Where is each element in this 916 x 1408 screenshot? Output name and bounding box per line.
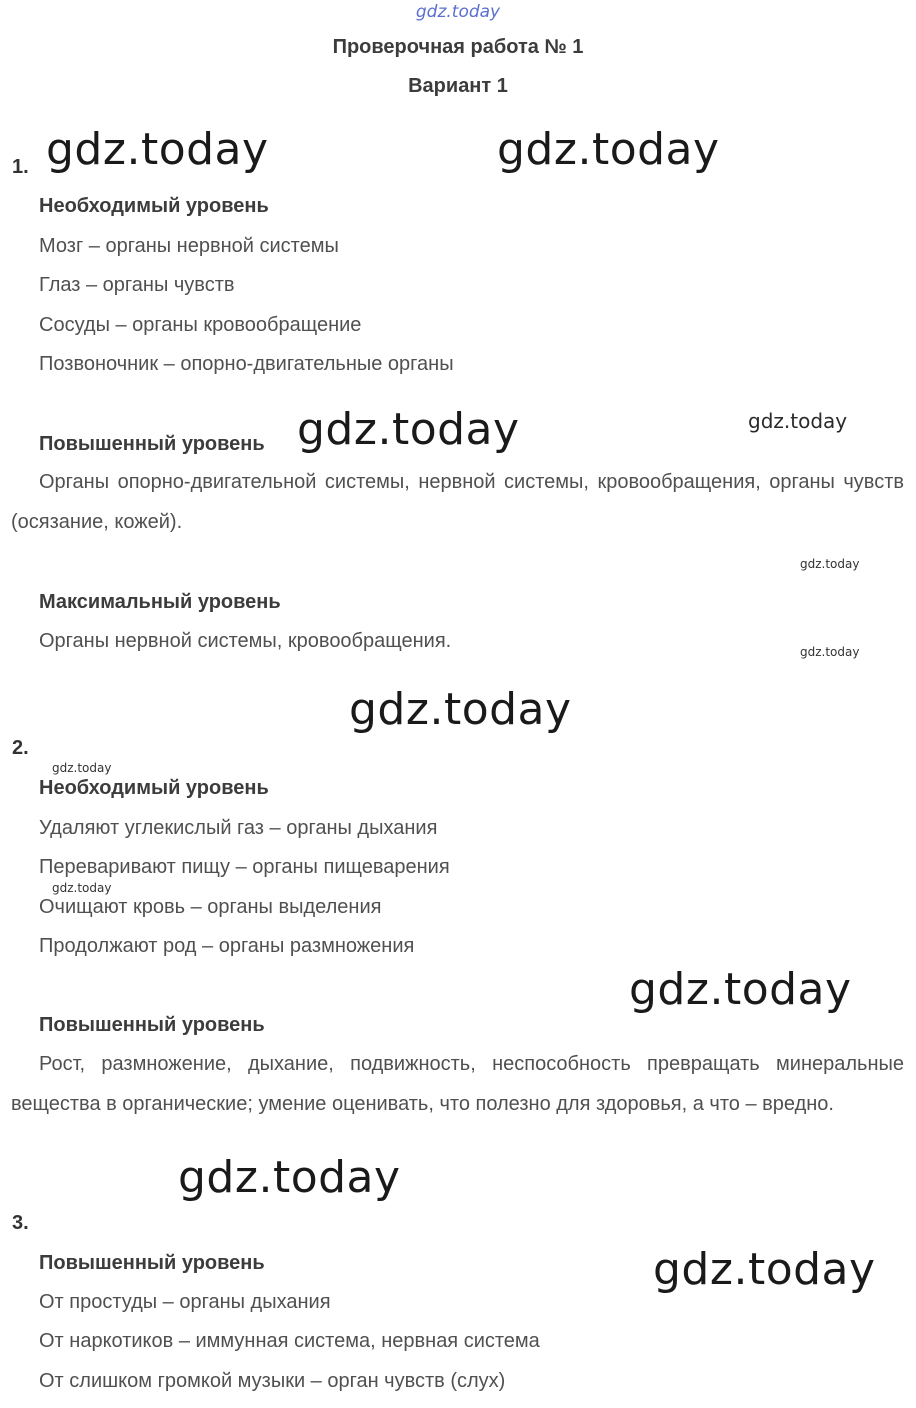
watermark: gdz.today [748,409,848,433]
q1-advanced-heading: Повышенный уровень [39,433,265,455]
q1-max-heading: Максимальный уровень [39,591,281,613]
q2-necessary-line: Удаляют углекислый газ – органы дыхания [39,817,438,839]
watermark: gdz.today [629,964,852,1015]
q1-necessary-line: Сосуды – органы кровообращение [39,314,362,336]
variant-title: Вариант 1 [408,75,508,97]
q3-advanced-line: От наркотиков – иммунная система, нервная система [39,1330,540,1352]
q2-advanced-text: Рост, размножение, дыхание, подвижность, неспособность превращать минеральные вещества в органические; умение оценивать, что полезно для здоровья, а что – вредно. [11,1053,904,1115]
watermark: gdz.today [178,1152,401,1203]
q3-advanced-heading: Повышенный уровень [39,1252,265,1274]
q2-necessary-line: Очищают кровь – органы выделения [39,896,382,918]
watermark: gdz.today [497,124,720,175]
q2-necessary-line: Продолжают род – органы размножения [39,935,415,957]
watermark: gdz.today [349,684,572,735]
watermark: gdz.today [46,124,269,175]
q2-advanced-heading: Повышенный уровень [39,1014,265,1036]
q1-advanced-text: Органы опорно-двигательной системы, нервной системы, кровообращения, органы чувств (осязание, кожей). [11,471,904,533]
q1-max-text: Органы нервной системы, кровообращения. [39,630,452,652]
q2-necessary-line: Переваривают пищу – органы пищеварения [39,856,450,878]
page-title: Проверочная работа № 1 [332,36,584,58]
watermark: gdz.today [800,557,860,571]
q1-necessary-line: Позвоночник – опорно-двигательные органы [39,353,454,375]
question-1-number: 1. [12,156,29,178]
q3-advanced-line: От слишком громкой музыки – орган чувств (слух) [39,1370,506,1392]
question-3-number: 3. [12,1212,29,1234]
q1-necessary-heading: Необходимый уровень [39,195,269,217]
watermark: gdz.today [52,761,112,775]
watermark: gdz.today [800,645,860,659]
q1-necessary-line: Глаз – органы чувств [39,274,235,296]
watermark-top: gdz.today [415,2,501,22]
q1-necessary-line: Мозг – органы нервной системы [39,235,339,257]
watermark: gdz.today [52,881,112,895]
q3-advanced-line: От простуды – органы дыхания [39,1291,331,1313]
watermark: gdz.today [297,404,520,455]
question-2-number: 2. [12,737,29,759]
watermark: gdz.today [653,1244,876,1295]
q2-necessary-heading: Необходимый уровень [39,777,269,799]
